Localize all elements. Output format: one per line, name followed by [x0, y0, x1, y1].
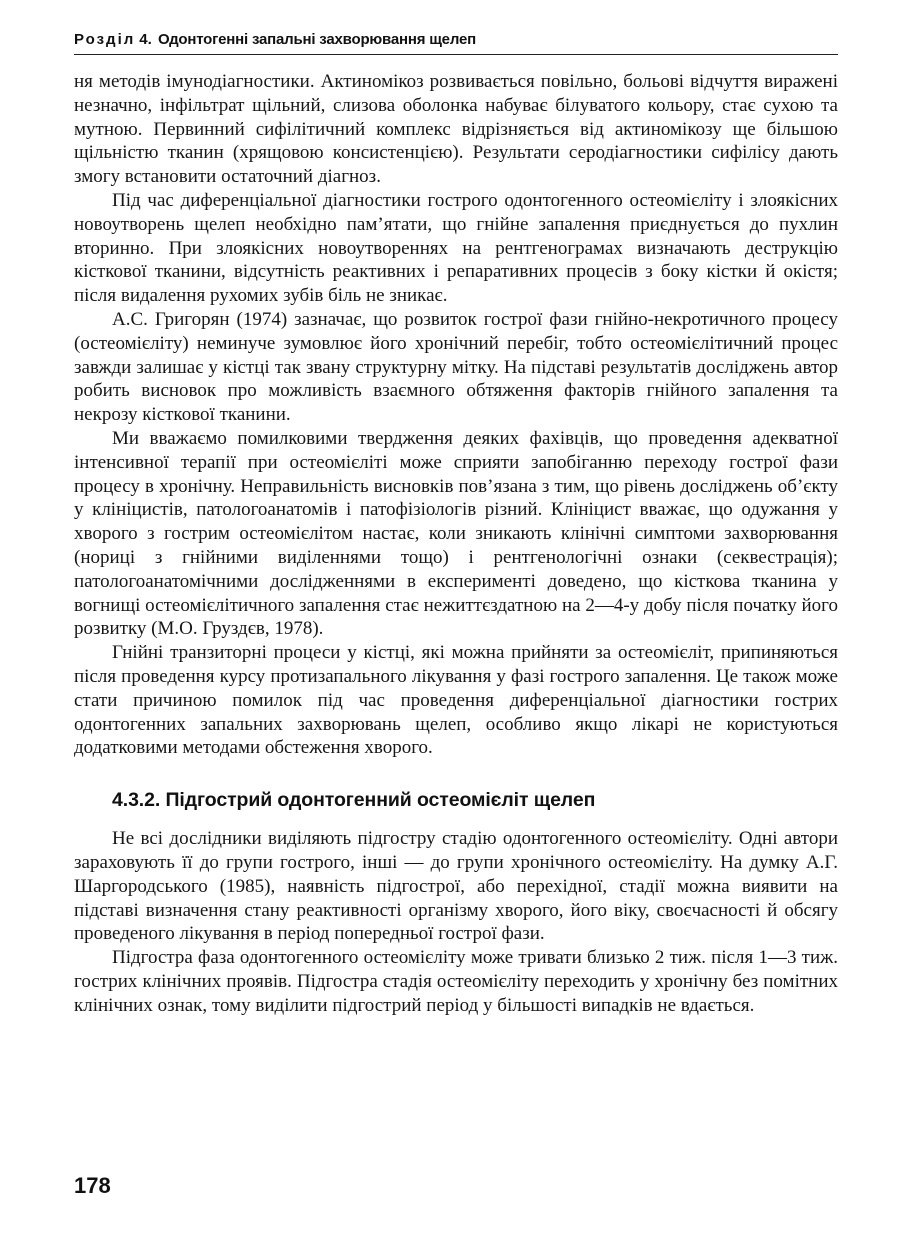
page-number: 178	[74, 1173, 111, 1198]
paragraph: Підгостра фаза одонтогенного остеомієліту може тривати близько 2 тиж. після 1—3 тиж. гострих клінічних проявів. Підгостра стадія остеомієліту переходить у хронічну без помітних клінічних ознак, тому виділити підгострий період у більшості випадків не вдається.	[74, 947, 838, 1016]
paragraph: А.С. Григорян (1974) зазначає, що розвиток гострої фази гнійно-некротичного процесу (остеомієліту) неминуче зумовлює його хронічний перебіг, тобто остеомієлітичний процес завжди залишає у кістці так звану структурну мітку. На підставі результатів досліджень автор робить висновок про можливість взаємного обтяження факторів гнійного запалення та некрозу кісткової тканини.	[74, 308, 838, 426]
subsection-heading: 4.3.2. Підгострий одонтогенний остеомієліт щелеп	[112, 789, 596, 812]
paragraph: Не всі дослідники виділяють підгостру стадію одонтогенного остеомієліту. Одні автори зараховують її до групи гострого, інші — до групи хронічного остеомієліту. На думку А.Г. Шаргородського (1985), наявність підгострої, або перехідної, стадії можна виявити на підставі визначення стану реактивності організму хворого, його віку, своєчасності й обсягу проведеного лікування в період попередньої гострої фази.	[74, 828, 838, 945]
paragraph: Під час диференціальної діагностики гострого одонтогенного остеомієліту і злоякісних новоутворень щелеп необхідно пам’ятати, що гнійне запалення приєднується до пухлин вторинно. При злоякісних новоутвореннях на рентгенограмах визначають деструкцію кісткової тканини, відсутність реактивних і репаративних процесів з боку кістки й окістя; після видалення рухомих зубів біль не зникає.	[74, 189, 838, 307]
running-head	[74, 30, 838, 50]
running-head-section-number: 4.	[139, 31, 152, 48]
paragraph: ня методів імунодіагностики. Актиномікоз розвивається повільно, больові відчуття виражені незначно, інфільтрат щільний, слизова оболонка набуває білуватого кольору, стає сухою та мутною. Первинний сифілітичний комплекс відрізняється від актиномікозу ще більшою щільністю тканин (хрящовою консистенцією). Результати серодіагностики сифілісу дають змогу встановити остаточний діагноз.	[74, 71, 838, 188]
page-body	[74, 70, 838, 1017]
running-head-rule	[74, 54, 838, 55]
paragraph: Ми вважаємо помилковими твердження деяких фахівців, що проведення адекватної інтенсивної терапії при остеомієліті може сприяти запобіганню переходу гострої фази процесу в хронічну. Неправильність висновків пов’язана з тим, що рівень досліджень об’єкту у клініцистів, патологоанатомів і патофізіологів різний. Клініцист вважає, що одужання у хворого з гострим остеомієлітом настає, коли зникають клінічні симптоми захворювання (нориці з гнійними виділеннями тощо) і рентгенологічні ознаки (секвестрація); патологоанатомічними дослідженнями в експерименті доведено, що кісткова тканина у вогнищі остеомієлітичного запалення стає нежиттєздатною на 2—4-у добу після початку його розвитку (М.О. Груздєв, 1978).	[74, 427, 838, 640]
paragraph: Гнійні транзиторні процеси у кістці, які можна прийняти за остеомієліт, припиняються після проведення курсу протизапального лікування у фазі гострого запалення. Це також може стати причиною помилок під час проведення диференціальної діагностики гострих одонтогенних запальних захворювань щелеп, особливо якщо лікарі не користуються додатковими методами обстеження хворого.	[74, 642, 838, 759]
running-head-section-label: Розділ	[74, 31, 136, 48]
running-head-section-title: Одонтогенні запальні захворювання щелеп	[157, 31, 476, 48]
